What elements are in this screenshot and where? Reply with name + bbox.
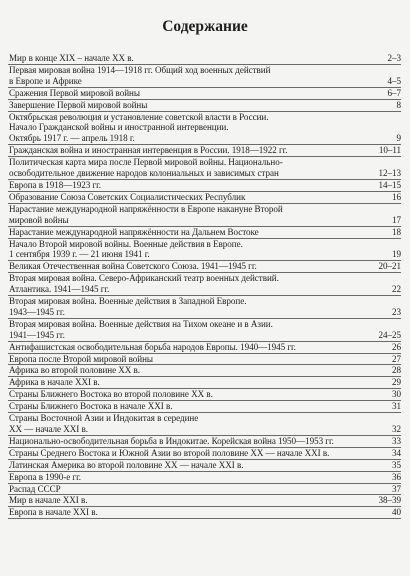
toc-entry-page-number: 22 <box>392 284 401 295</box>
toc-entry-title: Завершение Первой мировой войны <box>9 99 148 110</box>
toc-entry-title: Европа в 1918—1923 гг. <box>9 179 102 190</box>
toc-entry <box>8 112 401 146</box>
toc-entry-title: Африка в начале XXI в. <box>9 377 100 388</box>
toc-entry-title: Мир в начале XXI в. <box>9 495 88 506</box>
toc-entry-title: Страны Ближнего Востока в начале XXI в. <box>9 401 173 412</box>
toc-entry-title: Латинская Америка во второй половине XX — начале XXI в. <box>9 459 244 470</box>
toc-entry-page-number: 4–5 <box>387 75 401 86</box>
toc-entry-page-number: 12–13 <box>378 168 401 179</box>
toc-entry <box>8 227 401 239</box>
toc-entry <box>8 204 401 227</box>
toc-entry-page-number: 6–7 <box>387 87 401 98</box>
toc-entry-title: Вторая мировая война. Военные действия на Тихом океане и в Азии. <box>9 318 273 329</box>
toc-entry-page-number: 33 <box>392 435 401 446</box>
toc-entry-title: Африка во второй половине XX в. <box>9 365 141 376</box>
toc-entry-page-number: 37 <box>392 483 401 494</box>
toc-entry-title: XX — начале XXI в. <box>9 424 88 434</box>
toc-entry-page-number: 35 <box>392 459 401 470</box>
toc-entry <box>8 88 401 100</box>
toc-entry-page-number: 30 <box>392 389 401 400</box>
toc-entry <box>8 365 401 377</box>
toc-entry-title: Антифашистская освободительная борьба народов Европы. 1940—1945 гг. <box>9 341 296 352</box>
toc-entry-title: Европа в начале XXI в. <box>9 507 98 518</box>
toc-entry <box>8 448 401 460</box>
toc-entry <box>8 239 401 262</box>
toc-entry-page-number: 2–3 <box>387 53 401 63</box>
toc-entry-title: Мир в конце XIX – начале XX в. <box>9 53 134 63</box>
toc-entry-page-number: 14–15 <box>378 179 401 190</box>
toc-entry-title: Страны Среднего Востока и Южной Азии во второй половине XX — начале XXI в. <box>9 447 330 458</box>
toc-entry-title: Первая мировая война 1914—1918 гг. Общий ход военных действий <box>9 64 271 75</box>
table-of-contents <box>8 53 401 519</box>
toc-entry-title: Политическая карта мира после Первой мировой войны. Национально- <box>9 157 283 168</box>
toc-entry-title: Нарастание международной напряжённости в Европе накануне Второй <box>9 203 283 214</box>
toc-entry-page-number: 23 <box>392 306 401 317</box>
toc-entry <box>8 472 401 484</box>
toc-entry-page-number: 40 <box>392 507 401 518</box>
toc-entry-title: Образование Союза Советских Социалистических Республик <box>9 191 246 202</box>
toc-entry-title: освободительное движение народов колониальных и зависимых стран <box>9 168 279 179</box>
toc-entry <box>8 495 401 507</box>
toc-entry-title: мировой войны <box>9 214 69 225</box>
toc-entry-title: Начало Второй мировой войны. Военные действия в Европе. <box>9 238 243 249</box>
toc-entry-title: Великая Отечественная война Советского Союза. 1941—1945 гг. <box>9 261 257 272</box>
toc-entry <box>8 401 401 413</box>
toc-entry-page-number: 38–39 <box>378 495 401 506</box>
toc-entry-title: Начало Гражданской войны и иностранной интервенции. <box>9 122 229 133</box>
toc-entry <box>8 484 401 496</box>
toc-entry <box>8 296 401 319</box>
toc-entry-title: Национально-освободительная борьба в Индокитае. Корейская война 1950—1953 гг. <box>9 435 334 446</box>
toc-entry <box>8 53 401 65</box>
toc-entry-title: Октябрьская революция и установление советской власти в России. <box>9 111 269 122</box>
toc-entry-page-number: 9 <box>396 133 401 144</box>
toc-entry-page-number: 20–21 <box>378 261 401 272</box>
page-title: Содержание <box>162 18 248 35</box>
toc-entry-page-number: 24–25 <box>378 329 401 340</box>
toc-entry-title: 1 сентября 1939 г. — 21 июня 1941 г. <box>9 249 150 260</box>
toc-entry-page-number: 27 <box>392 353 401 364</box>
toc-entry-page-number: 18 <box>392 226 401 237</box>
toc-entry-title: Гражданская война и иностранная интервенция в России. 1918—1922 гг. <box>9 145 288 156</box>
toc-entry-page-number: 31 <box>392 401 401 412</box>
toc-entry <box>8 157 401 180</box>
toc-entry <box>8 413 401 436</box>
toc-entry-page-number: 26 <box>392 341 401 352</box>
toc-entry-page-number: 32 <box>392 424 401 434</box>
toc-entry <box>8 507 401 519</box>
toc-entry <box>8 100 401 112</box>
toc-entry-title: Европа после Второй мировой войны <box>9 353 153 364</box>
toc-entry-title: Страны Восточной Азии и Индокитая в середине <box>9 413 199 424</box>
toc-entry-page-number: 29 <box>392 377 401 388</box>
toc-entry-page-number: 28 <box>392 365 401 376</box>
toc-entry <box>8 261 401 273</box>
toc-entry-page-number: 8 <box>396 99 401 110</box>
toc-entry <box>8 354 401 366</box>
toc-entry-page-number: 17 <box>392 214 401 225</box>
toc-entry-page-number: 34 <box>392 447 401 458</box>
toc-entry <box>8 460 401 472</box>
toc-entry-title: Нарастание международной напряжённости на Дальнем Востоке <box>9 226 259 237</box>
toc-entry <box>8 342 401 354</box>
toc-entry-page-number: 16 <box>392 191 401 202</box>
toc-entry-title: Страны Ближнего Востока во второй половине XX в. <box>9 389 213 400</box>
toc-entry <box>8 192 401 204</box>
toc-entry <box>8 436 401 448</box>
toc-entry-page-number: 10–11 <box>378 145 401 156</box>
toc-entry <box>8 377 401 389</box>
toc-entry-title: Октябрь 1917 г. — апрель 1918 г. <box>9 133 135 144</box>
toc-entry <box>8 273 401 296</box>
toc-entry-title: 1943—1945 гг. <box>9 306 65 317</box>
toc-entry-title: Сражения Первой мировой войны <box>9 87 140 98</box>
toc-entry-page-number: 36 <box>392 471 401 482</box>
toc-entry-title: Вторая мировая война. Северо-Африканский театр военных действий. <box>9 273 279 284</box>
toc-entry <box>8 65 401 88</box>
toc-entry <box>8 319 401 342</box>
toc-entry-title: Европа в 1990-е гг. <box>9 471 81 482</box>
toc-entry-title: Распад СССР <box>9 483 61 494</box>
toc-entry <box>8 180 401 192</box>
toc-entry <box>8 389 401 401</box>
toc-entry-title: Атлантика. 1941—1945 гг. <box>9 284 110 295</box>
toc-entry-page-number: 19 <box>392 249 401 260</box>
toc-entry-title: 1941—1945 гг. <box>9 329 65 340</box>
toc-entry-title: в Европе и Африке <box>9 75 82 86</box>
toc-entry <box>8 145 401 157</box>
toc-entry-title: Вторая мировая война. Военные действия в Западной Европе. <box>9 296 247 307</box>
